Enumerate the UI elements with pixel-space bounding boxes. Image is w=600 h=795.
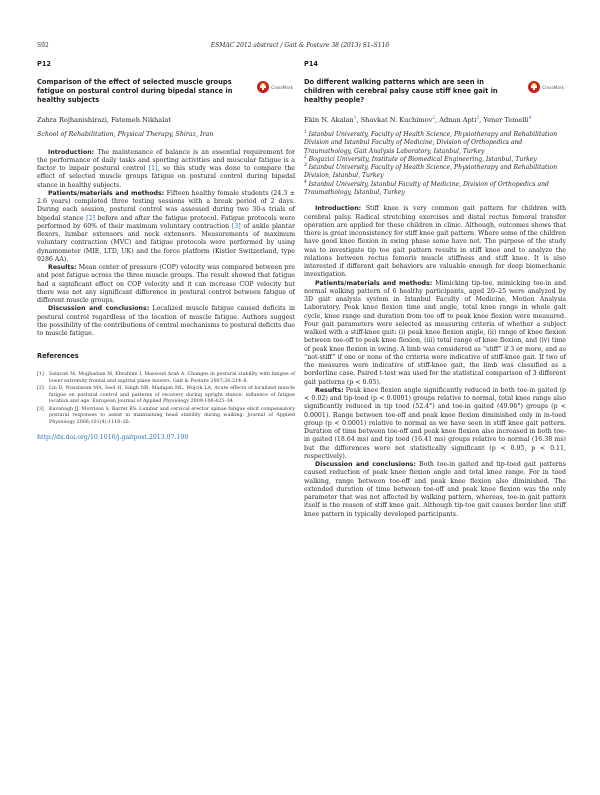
discussion-heading: Discussion and conclusions: bbox=[48, 305, 150, 313]
affiliation-text: Bogazici University, Institute of Biomedical Engineering, Istanbul, Turkey bbox=[308, 155, 537, 163]
discussion-paragraph bbox=[37, 305, 295, 338]
results-paragraph bbox=[304, 387, 566, 461]
author-name: Shavkat N. Kuchimov bbox=[360, 116, 433, 124]
introduction-paragraph bbox=[304, 205, 566, 279]
citation-link[interactable]: [1] bbox=[148, 165, 158, 173]
introduction-heading: Introduction: bbox=[315, 205, 362, 213]
abstract-title: Comparison of the effect of selected muscle groups fatigue on postural control during bipedal stance in healthy subjects bbox=[37, 78, 233, 105]
crossmark-icon bbox=[528, 81, 540, 93]
abstract-id: P14 bbox=[304, 60, 319, 68]
author-affil-sup[interactable]: 4 bbox=[528, 114, 532, 120]
crossmark-icon bbox=[257, 81, 269, 93]
methods-heading: Patients/materials and methods: bbox=[315, 279, 433, 287]
reference-number: [2] bbox=[37, 386, 44, 392]
reference-text: Salavati M, Moghadam M, Ebrahimi I, Massoud Arab A. Changes in postural stability with fatigue of lower extremity frontal and sagittal plane movers. Gait & Posture 2007;26:214–8. bbox=[49, 372, 295, 384]
methods-heading: Patients/materials and methods: bbox=[48, 189, 165, 197]
title-row bbox=[304, 78, 566, 116]
introduction-paragraph bbox=[37, 149, 295, 190]
discussion-paragraph bbox=[304, 461, 566, 519]
results-heading: Results: bbox=[315, 386, 344, 394]
journal-header: ESMAC 2012 abstract / Gait & Posture 38 (2013) S1–S116 bbox=[210, 42, 390, 49]
discussion-heading: Discussion and conclusions: bbox=[315, 461, 416, 469]
results-text: Mean center of pressure (COP) velocity was compared between pre and post fatigue across the three muscle groups. The result showed that fatigue had a significant effect on COP velocity and it can increase COP velocity but there was not any significant difference in postural control between fatigue of different muscle groups. bbox=[37, 264, 295, 305]
page-number: S92 bbox=[37, 42, 49, 49]
affiliation-item bbox=[304, 128, 566, 156]
reference-item bbox=[37, 386, 295, 406]
discussion-text: Localized muscle fatigue caused deficits in postural control regardless of the location of muscle fatigue. Authors suggest the possibility of the contributions of central mechanisms to postural deficits due to muscle fatigue. bbox=[37, 305, 296, 338]
abstract-p14 bbox=[304, 60, 566, 519]
author-affil-sup[interactable]: 1 bbox=[353, 114, 357, 120]
introduction-text: The maintenance of balance is an essential requirement for the performance of daily tasks and sporting activities and muscular fatigue is a factor to impair postural control bbox=[37, 148, 295, 173]
author-affil-sup[interactable]: 3 bbox=[476, 114, 480, 120]
affiliation-text: Istanbul University, Istanbul Faculty of Medicine, Division of Orthopedics and Traumathology, Istanbul, Turkey bbox=[304, 180, 549, 197]
crossmark-label: CrossMark bbox=[271, 84, 293, 90]
reference-number: [1] bbox=[37, 372, 44, 378]
methods-text-cont: before and after the fatigue protocol. Fatigue protocols were performed by 60% of their maximum voluntary contraction bbox=[37, 214, 295, 230]
references-heading: References bbox=[37, 352, 79, 361]
author-affil-sup[interactable]: 2 bbox=[432, 114, 435, 120]
affiliation-sup: 4 bbox=[304, 178, 307, 184]
affiliation: School of Rehabilitation, Physical Therapy, Shiraz, Iran bbox=[37, 131, 214, 138]
affiliation-item bbox=[304, 178, 566, 198]
reference-text: Kavanagh JJ, Morrison S, Barret RS. Lumbar and cervical erector spinae fatigue elicit compensatory postural responses to assist in maintaining head stability during walking. Journal of Applied Physiology 2006;101(4):1118–26. bbox=[49, 406, 295, 425]
affiliation-text: Istanbul University, Faculty of Health Science, Physiotherapy and Rehabilitation Division, Istanbul, Turkey bbox=[304, 164, 558, 180]
author-list: Zahra Rojhanishirazi, Fatemeh Nikhalat bbox=[37, 116, 171, 124]
citation-link[interactable]: [2] bbox=[86, 214, 95, 222]
affiliation-list bbox=[304, 128, 566, 197]
title-row bbox=[37, 78, 295, 116]
affiliation-sup: 2 bbox=[304, 153, 307, 159]
affiliation-sup: 3 bbox=[304, 162, 307, 168]
running-head bbox=[37, 42, 563, 52]
methods-paragraph bbox=[304, 280, 566, 387]
results-paragraph bbox=[37, 264, 295, 305]
author-name: Yener Temelli bbox=[483, 116, 529, 124]
author-list: Ekin N. Akalan$^1$, Shavkat N. Kuchimov$^2$, Adnan Apti$^3$, Yener Temelli$^4$ bbox=[304, 114, 532, 124]
affiliation-item bbox=[304, 164, 566, 181]
methods-text: Mimicking tip-toe, mimicking toe-in and normal walking pattern of 6 healthy participants, aged 20–25 were analyzed by 3D gait analysis system in Istanbul Faculty of Medicine, Motion Analysis Laboratory. Peak knee flexion time and angle, total knee range in whole gait cycle, knee range and duration from toe off to peak knee flexion were measured. Four gait parameters were selected as measuring criteria of whether a subject walked with a stiff-knee gait: (i) peak knee flexion angle, (ii) range of knee flexion between toe-off to peak knee flexion, (iii) total range of knee flexion, and (iv) time of peak knee flexion in swing. A limb was considered as “stiff” if 3 or more, and as “not-stiff” if one or none of the criteria were indicative of stiff-knee gait. If two of the measures were indicative of stiff-knee gait, the limb was classified as a borderline case. Paired t-test was used for the statistical comparison of 3 different gait patterns (p < 0.05). bbox=[304, 279, 566, 386]
doi-link[interactable]: http://dx.doi.org/10.1016/j.gaitpost.2013.07.190 bbox=[37, 434, 189, 442]
methods-text: Fifteen healthy female students (24.3 ± 2.6 years) completed three testing sessions with a break period of 2 days. During each session, postural control was assessed during two 30-s trials of bipedal stance bbox=[37, 189, 295, 222]
crossmark-badge[interactable] bbox=[257, 81, 293, 93]
abstract-title: Do different walking patterns which are seen in children with cerebral palsy cause stiff knee gait in healthy people? bbox=[304, 78, 498, 105]
reference-item bbox=[37, 372, 295, 385]
crossmark-badge[interactable] bbox=[528, 81, 564, 93]
results-text: Peak knee flexion angle significantly reduced in both toe-in gaited (p < 0.02) and tip-toed (p < 0.0001) groups relative to normal, total knee range also significantly reduced in tip toed (52.4°) and toe-in gaited (49.96°) groups (p < 0.0001). Range between toe-off and peak knee flexion diminished only in in-toed group (p < 0.0001) relative to normal as we have seen in stiff knee gait pattern. Duration of time between toe-off and peak knee flexion also increased in both toe-in gaited (18.64 ms) and tip toed (16.41 ms) groups relative to normal (16.38 ms) but the differences were not statistically significant (p < 0.95, p < 0.11, respectively). bbox=[304, 386, 566, 460]
affiliation-item bbox=[304, 153, 566, 164]
affiliation-text: Istanbul University, Faculty of Health Science, Physiotherapy and Rehabilitation Division and Istanbul Faculty of Medicine, Division of Orthopedics and Traumathology, Gait Analysis Laboratory, Istanbul, Turkey bbox=[304, 131, 558, 155]
introduction-text: Stiff knee is very common gait pattern for children with cerebral palsy. Radical stretching exercises and distal rectus femoral transfer operation are applied for these children in clinic. Although, outcomes shows that there is great inconsistency for stiff knee gait pattern. Where some of the children have good knee flexion in swing phase some have not. The purpose of the study was to investigate tip toe gait pattern results in stiff knee and to analyze the relations between rectus femoris muscle stiffness and stiff knee. It is also interested if different gait behaviors are valuable enough for deep biomechanic investigation. bbox=[304, 205, 566, 279]
methods-text-end: of ankle plantar flexors, lumbar extensors and neck extensors. Measurements of maximum voluntary contraction (MVC) and fatigue protocols were performed by using dynamometer (MIE, LTD, UK) and the force platform (Kistler Switzerland, type 9286 AA). bbox=[37, 222, 295, 263]
introduction-text-cont: , so this study was done to compare the effect of selected muscle groups fatigue on postural control during bipedal stance in healthy subjects. bbox=[37, 165, 295, 189]
introduction-heading: Introduction: bbox=[48, 148, 95, 156]
abstract-p12 bbox=[37, 60, 295, 441]
results-heading: Results: bbox=[48, 264, 77, 272]
crossmark-label: CrossMark bbox=[542, 84, 564, 90]
author-name: Adnan Apti bbox=[439, 116, 477, 124]
reference-list bbox=[37, 372, 295, 426]
reference-number: [3] bbox=[37, 406, 44, 412]
discussion-text: Both toe-in gaited and tip-toed gait patterns caused reduction of peak knee flexion angle and total knee range. For in toed walking, range between toe-off and peak knee flexion also diminished. The extended duration of time between toe-off and peak knee flexion was the only parameter that was not affected by walking pattern, whereas, toe-in gait pattern itself is the reason of stiff knee gait. Although tip-toe gait causes border line stiff knee pattern in typically developed participants. bbox=[304, 461, 567, 518]
reference-item bbox=[37, 407, 295, 427]
abstract-id: P12 bbox=[37, 60, 52, 68]
citation-link[interactable]: [3] bbox=[231, 222, 241, 230]
author-name: Ekin N. Akalan bbox=[304, 116, 354, 124]
reference-text: Lin D, Nussbaum MA, Seol H, Singh NB, Madigan ML, Wojcik LA. Acute effects of localized muscle fatigue on postural control and patterns of recovery during upright stance: influence of fatigue location and age. European Journal of Applied Physiology 2009;106:425–34. bbox=[49, 386, 295, 405]
affiliation-sup: 1 bbox=[304, 128, 307, 134]
methods-paragraph bbox=[37, 190, 295, 264]
